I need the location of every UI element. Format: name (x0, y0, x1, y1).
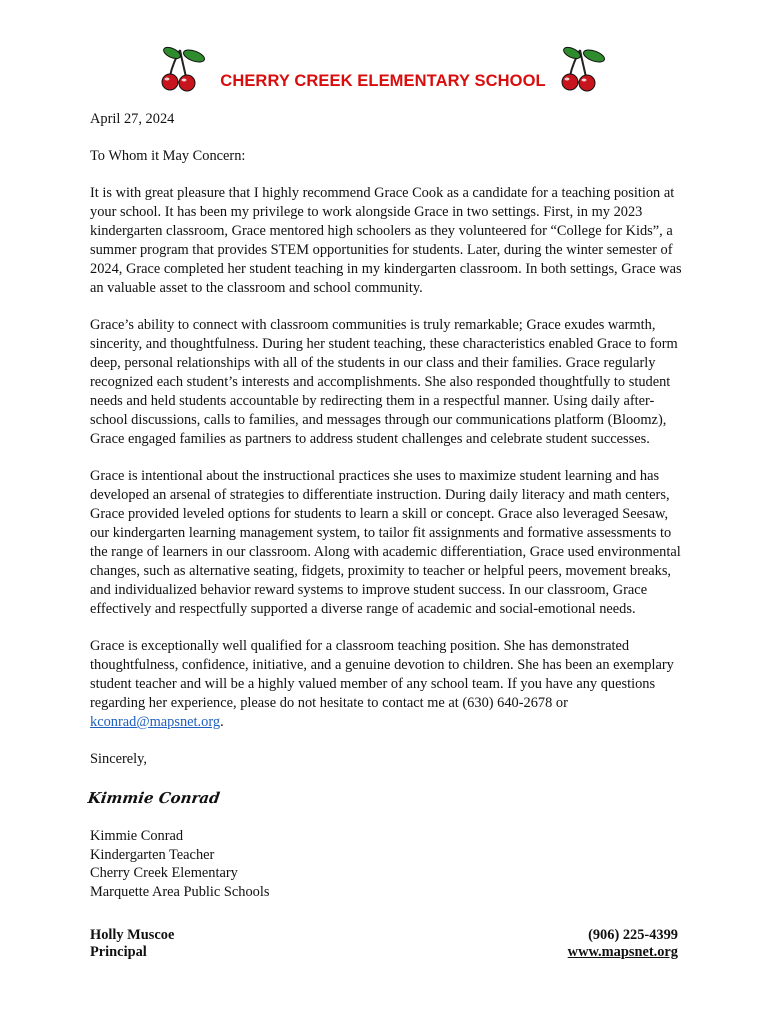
footer-contact (568, 927, 678, 960)
cherry-icon (158, 44, 208, 94)
letterhead (0, 44, 768, 94)
email-link[interactable]: kconrad@mapsnet.org (90, 714, 221, 730)
handwritten-signature (86, 783, 221, 813)
cherry-icon (558, 44, 608, 94)
principal-name: Holly Muscoe (90, 927, 175, 943)
paragraph-1: It is with great pleasure that I highly recommend Grace Cook as a candidate for a teaching position at your school. It has been my privilege to work alongside Grace in two settings. First, in my 2023 kindergarten classroom, Grace mentored high schoolers as they volunteered for “College for Kids”, a summer program that provides STEM opportunities for students. Later, during the winter semester of 2024, Grace completed her student teaching in my kindergarten classroom. In both settings, Grace was an valuable asset to the classroom and school community. (90, 185, 682, 296)
footer-principal (90, 927, 174, 960)
signature-block (90, 827, 690, 902)
signer-name: Kimmie Conrad (90, 828, 184, 844)
svg-text:Kimmie Conrad: Kimmie Conrad (86, 789, 221, 807)
school-name: CHERRY CREEK ELEMENTARY SCHOOL (220, 72, 546, 90)
website-link[interactable]: www.mapsnet.org (567, 943, 678, 960)
paragraph-3: Grace is intentional about the instructional practices she uses to maximize student learning and has developed an arsenal of strategies to differentiate instruction. During daily literacy and math centers, Grace provided leveled options for students to learn a skill or concept. Grace also leveraged Seesaw, our kindergarten learning management system, to tailor fit assignments and formative assessments to the range of learners in our classroom. Along with academic differentiation, Grace used environmental changes, such as alternative seating, fidgets, proximity to teacher or helpful peers, movement breaks, and individualized behavior reward systems to improve student success. In our classroom, Grace effectively and respectfully supported a diverse range of academic and social-emotional needs. (90, 468, 681, 617)
salutation: To Whom it May Concern: (90, 148, 246, 164)
letter-body (86, 110, 690, 902)
paragraph-4-text: Grace is exceptionally well qualified for a classroom teaching position. She has demonstrated thoughtfulness, confidence, initiative, and a genuine devotion to children. She has been an exemplary student teacher and will be a highly valued member of any school team. If you have any questions regarding her experience, please do not hesitate to contact me at (630) 640-2678 or (90, 638, 674, 711)
paragraph-2: Grace’s ability to connect with classroom communities is truly remarkable; Grace exudes warmth, sincerity, and thoughtfulness. During her student teaching, these characteristics enabled Grace to form deep, personal relationships with all of the students in our class and their families. Grace regularly recognized each student’s interests and accomplishments. She also responded thoughtfully to student needs and held students accountable by redirecting them in a respectful manner. Using daily after-school discussions, calls to families, and messages through our communications platform (Bloomz), Grace engaged families as partners to address student challenges and celebrate student successes. (90, 317, 678, 447)
principal-title: Principal (90, 943, 147, 960)
signer-school: Cherry Creek Elementary (90, 865, 238, 882)
paragraph-4 (90, 637, 690, 732)
signer-title: Kindergarten Teacher (90, 846, 215, 863)
paragraph-4-end: . (220, 714, 224, 730)
footer-phone: (906) 225-4399 (588, 927, 678, 943)
letter-date: April 27, 2024 (90, 111, 175, 127)
signer-district: Marquette Area Public Schools (90, 884, 270, 901)
closing: Sincerely, (90, 751, 148, 767)
